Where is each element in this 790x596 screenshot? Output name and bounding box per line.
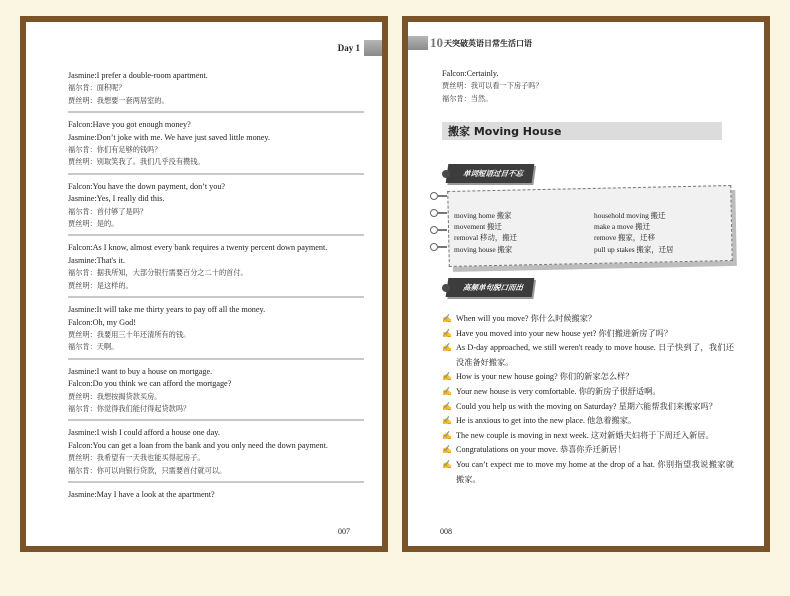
dialog-text: 当然。 <box>470 93 493 103</box>
speaker-name: 福尔肯： <box>68 403 97 413</box>
day-header <box>338 40 382 56</box>
speaker-name: Jasmine: <box>68 489 97 499</box>
ring-icon <box>430 192 438 200</box>
speaker-name: 贾丝明： <box>68 329 97 339</box>
dialog-text: Have you got enough money? <box>92 120 191 130</box>
dialog-block <box>68 119 364 175</box>
pin-icon <box>442 170 450 178</box>
dialog-line <box>68 366 364 378</box>
vocab-item: pull up stakes 搬家，迁居 <box>594 244 674 254</box>
speaker-name: Jasmine: <box>68 255 97 265</box>
page-number-left: 007 <box>338 527 350 536</box>
sentence-item <box>442 370 734 385</box>
dialog-text: As I know, almost every bank requires a twenty percent down payment. <box>92 243 328 253</box>
right-page-frame <box>402 16 770 552</box>
vocab-item: movement 搬迁 <box>454 222 502 232</box>
vocab-item: moving house 搬家 <box>454 244 513 254</box>
speaker-name: Falcon: <box>68 243 93 253</box>
sentence-text: When will you move? 你什么时候搬家？ <box>456 314 597 323</box>
vocab-item: household moving 搬迁 <box>594 211 666 220</box>
sentence-badge <box>442 278 533 297</box>
speaker-name: Jasmine: <box>68 194 97 204</box>
vocab-item: remove 搬家，迁移 <box>594 233 655 243</box>
sentence-text: Your new house is very comfortable. 你的新房子很舒适啊。 <box>456 386 661 396</box>
ring-icon <box>430 243 438 251</box>
dialog-line <box>68 144 364 156</box>
dialog-text: I wish I could afford a house one day. <box>96 428 220 438</box>
dialog-text: 天啊。 <box>96 342 119 352</box>
sentence-text: The new couple is moving in next week. 这对新婚夫妇将于下周迁入新居。 <box>456 430 714 440</box>
dialog-text: Certainly. <box>466 69 499 78</box>
dialog-line <box>442 68 543 80</box>
speaker-name: Jasmine: <box>68 305 97 315</box>
dialog-line <box>68 280 364 292</box>
dialog-text: 我可以看一下房子吗？ <box>470 81 543 91</box>
sentence-text: Have you moved into your new house yet? 你们搬进新房了吗？ <box>456 328 673 338</box>
speaker-name: Jasmine: <box>68 428 97 438</box>
sentence-item <box>442 414 734 429</box>
dialog-text: 我希望有一天我也能买得起房子。 <box>96 453 205 463</box>
dialog-line <box>68 465 364 477</box>
book-title: 天突破英语日常生活口语 <box>444 38 532 48</box>
speaker-name: 福尔肯： <box>442 93 471 103</box>
dialog-block <box>68 70 364 113</box>
speaker-name: 贾丝明： <box>68 157 97 167</box>
dialog-text: 你们有足够的钱吗？ <box>96 145 162 155</box>
sentence-item <box>442 443 734 458</box>
dialog-line <box>68 242 364 254</box>
sentence-text: As D-day approached, we still weren't ready to move house. 日子快到了，我们还没准备好搬家。 <box>456 343 734 367</box>
dialog-text: 据我所知，大部分银行需要百分之二十的首付。 <box>96 268 248 278</box>
dialog-text: I want to buy a house on mortgage. <box>96 366 213 376</box>
sentence-item <box>442 312 734 327</box>
speaker-name: Falcon: <box>68 379 93 389</box>
pencil-icon: ✍ <box>442 372 452 382</box>
right-page <box>408 22 764 546</box>
dialog-text: Yes, I really did this. <box>96 194 165 204</box>
dialog-line <box>68 341 364 353</box>
dialog-list <box>68 70 364 511</box>
dialog-text: That's it. <box>96 255 125 265</box>
ring-icon <box>430 209 438 217</box>
speaker-name: Jasmine: <box>68 132 97 142</box>
speaker-name: Falcon: <box>68 181 93 191</box>
pencil-icon: ✍ <box>442 416 452 426</box>
dialog-line <box>68 391 364 403</box>
dialog-line <box>68 206 364 218</box>
binder-rings <box>430 192 444 260</box>
pencil-icon: ✍ <box>442 386 452 396</box>
book-header <box>408 35 532 51</box>
sentence-text: Could you help us with the moving on Saturday? 星期六能帮我们来搬家吗？ <box>456 401 717 411</box>
left-page <box>26 22 382 546</box>
dialog-line <box>68 489 364 501</box>
dialog-text: 我想要一套两居室的。 <box>96 95 169 105</box>
sentence-text: You can’t expect me to move my home at the drop of a hat. 你别指望我说搬家就搬家。 <box>456 459 734 484</box>
dialog-line <box>442 93 543 105</box>
dialog-block <box>68 181 364 237</box>
day-label: Day 1 <box>337 43 360 53</box>
dialog-line <box>68 378 364 390</box>
dialog-block <box>68 304 364 360</box>
day-tab-marker <box>364 40 382 56</box>
dialog-line <box>68 82 364 94</box>
pin-icon <box>442 284 450 292</box>
dialog-line <box>68 267 364 279</box>
dialog-line <box>68 181 364 193</box>
speaker-name: 贾丝明： <box>68 95 97 105</box>
dialog-text: Do you think we can afford the mortgage? <box>92 379 232 389</box>
vocab-item: make a move 搬迁 <box>594 222 651 232</box>
speaker-name: Falcon: <box>68 317 93 327</box>
dialog-text: Oh, my God! <box>92 317 136 327</box>
vocab-item: removal 移动，搬迁 <box>454 233 518 243</box>
section-header <box>442 122 722 140</box>
pencil-icon: ✍ <box>442 343 452 353</box>
dialog-text: 首付够了是吗？ <box>96 206 148 216</box>
dialog-line <box>68 95 364 107</box>
speaker-name: Jasmine: <box>68 366 97 376</box>
sentence-text: Congratulations on your move. 恭喜你乔迁新居！ <box>456 445 626 455</box>
dialog-line <box>68 440 364 452</box>
speaker-name: Falcon: <box>68 120 93 130</box>
sentence-item <box>442 429 734 444</box>
speaker-name: 贾丝明： <box>68 280 97 290</box>
speaker-name: 福尔肯： <box>68 145 97 155</box>
sentence-text: He is anxious to get into the new place. 他急着搬家。 <box>456 416 637 426</box>
ring-icon <box>430 226 438 234</box>
book-number: 10 <box>430 35 443 50</box>
vocab-list <box>454 210 730 255</box>
dialog-line <box>68 304 364 316</box>
dialog-text: 是的。 <box>96 219 119 229</box>
speaker-name: Falcon: <box>442 69 467 78</box>
pencil-icon: ✍ <box>442 459 452 469</box>
dialog-line <box>68 329 364 341</box>
dialog-text: I prefer a double-room apartment. <box>96 71 208 80</box>
dialog-line <box>68 427 364 439</box>
dialog-line <box>68 132 364 144</box>
sentence-item <box>442 385 734 400</box>
sentence-list <box>442 312 734 487</box>
vocab-badge <box>442 164 533 183</box>
dialog-text: You have the down payment, don’t you? <box>92 181 226 191</box>
vocab-item: moving home 搬家 <box>454 211 512 220</box>
dialog-line <box>68 452 364 464</box>
vocab-badge-label: 单词短语过目不忘 <box>446 164 535 183</box>
dialog-text: It will take me thirty years to pay off all the money. <box>96 305 266 315</box>
intro-dialog <box>442 68 543 105</box>
dialog-text: 别取笑我了。我们几乎没有攒钱。 <box>96 157 205 167</box>
speaker-name: 贾丝明： <box>68 453 97 463</box>
speaker-name: 贾丝明： <box>442 81 471 91</box>
speaker-name: 福尔肯： <box>68 206 97 216</box>
dialog-text: 我要用三十年还清所有的钱。 <box>96 329 191 339</box>
speaker-name: 贾丝明： <box>68 219 97 229</box>
sentence-text: How is your new house going? 你们的新家怎么样？ <box>456 372 634 382</box>
dialog-line <box>68 156 364 168</box>
dialog-text: 你可以向银行贷款，只需要首付就可以。 <box>96 465 227 475</box>
dialog-line <box>68 218 364 230</box>
pencil-icon: ✍ <box>442 430 452 440</box>
page-number-right: 008 <box>440 527 452 536</box>
speaker-name: 福尔肯： <box>68 342 97 352</box>
dialog-line <box>68 70 364 82</box>
dialog-text: May I have a look at the apartment? <box>96 489 215 499</box>
dialog-line <box>442 80 543 92</box>
sentence-item <box>442 400 734 415</box>
speaker-name: 贾丝明： <box>68 391 97 401</box>
speaker-name: 福尔肯： <box>68 268 97 278</box>
dialog-line <box>68 403 364 415</box>
dialog-block <box>68 242 364 298</box>
sentence-item <box>442 341 734 370</box>
dialog-block <box>68 366 364 422</box>
dialog-line <box>68 119 364 131</box>
dialog-line <box>68 193 364 205</box>
dialog-text: Don’t joke with me. We have just saved little money. <box>96 132 271 142</box>
sentence-badge-label: 高频单句脱口而出 <box>446 278 535 297</box>
pencil-icon: ✍ <box>442 328 452 338</box>
dialog-text: 我想按揭贷款买房。 <box>96 391 162 401</box>
dialog-line <box>68 317 364 329</box>
dialog-text: You can get a loan from the bank and you only need the down payment. <box>92 440 328 450</box>
dialog-text: 是这样的。 <box>96 280 133 290</box>
pencil-icon: ✍ <box>442 445 452 455</box>
sentence-item <box>442 327 734 342</box>
dialog-block <box>68 427 364 483</box>
dialog-block <box>68 489 364 505</box>
dialog-text: 你觉得我们能付得起贷款吗？ <box>96 403 191 413</box>
section-title: 搬家 Moving House <box>448 125 562 138</box>
dialog-line <box>68 255 364 267</box>
pencil-icon: ✍ <box>442 314 452 323</box>
header-tab-marker <box>408 36 428 50</box>
pencil-icon: ✍ <box>442 401 452 411</box>
sentence-item <box>442 458 734 487</box>
left-page-frame <box>20 16 388 552</box>
speaker-name: Jasmine: <box>68 71 97 80</box>
speaker-name: 福尔肯： <box>68 465 97 475</box>
speaker-name: Falcon: <box>68 440 93 450</box>
speaker-name: 福尔肯： <box>68 83 97 93</box>
dialog-text: 面积呢？ <box>96 83 126 93</box>
